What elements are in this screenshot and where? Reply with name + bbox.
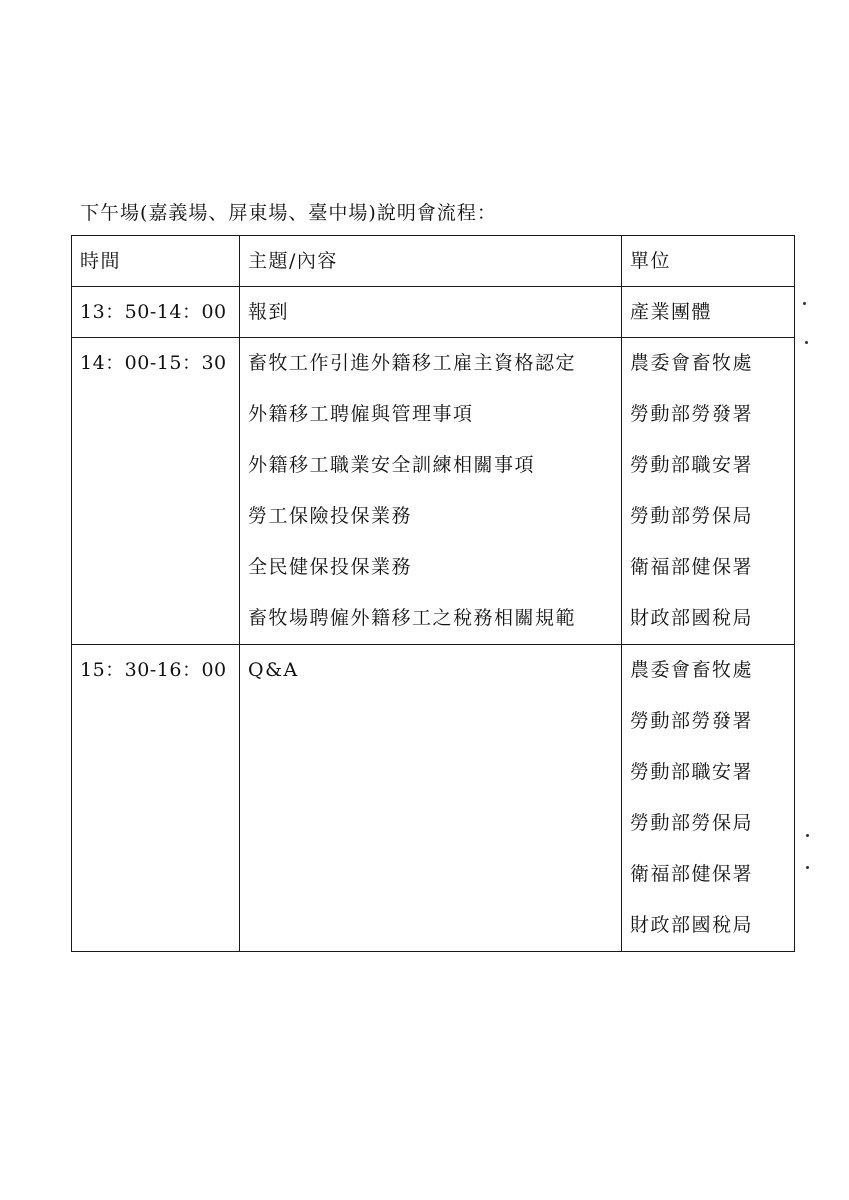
- topic-item: Q&A: [248, 659, 299, 681]
- unit-item: 勞動部勞發署: [630, 710, 754, 732]
- schedule-table: [71, 235, 795, 952]
- topic-item: 畜牧場聘僱外籍移工之稅務相關規範: [248, 607, 577, 629]
- topic-cell: [240, 338, 622, 645]
- unit-item: 農委會畜牧處: [630, 352, 754, 374]
- topic-item: 報到: [248, 301, 290, 323]
- unit-item: 勞動部勞發署: [630, 403, 754, 425]
- unit-item: 勞動部勞保局: [630, 812, 754, 834]
- header-unit: 單位: [630, 250, 672, 272]
- time-cell: [72, 338, 240, 645]
- unit-item: 勞動部職安署: [630, 454, 754, 476]
- unit-cell: [622, 338, 795, 645]
- scan-speck: [805, 341, 808, 344]
- topic-item: 勞工保險投保業務: [248, 505, 413, 527]
- unit-item: 財政部國稅局: [630, 914, 754, 936]
- topic-item: 畜牧工作引進外籍移工雇主資格認定: [248, 352, 577, 374]
- header-topic: 主題/內容: [248, 250, 338, 272]
- table-row: [72, 645, 795, 952]
- unit-item: 勞動部職安署: [630, 761, 754, 783]
- topic-item: 外籍移工聘僱與管理事項: [248, 403, 474, 425]
- topic-cell: [240, 645, 622, 952]
- unit-item: 財政部國稅局: [630, 607, 754, 629]
- time-cell: [72, 645, 240, 952]
- unit-item: 衛福部健保署: [630, 556, 754, 578]
- unit-item: 勞動部勞保局: [630, 505, 754, 527]
- document-caption: 下午場(嘉義場、屏東場、臺中場)說明會流程：: [80, 202, 497, 224]
- time-slot: 13：50-14：00: [80, 301, 227, 323]
- header-unit-cell: [622, 236, 795, 287]
- table-row: [72, 287, 795, 338]
- topic-item: 全民健保投保業務: [248, 556, 413, 578]
- unit-cell: [622, 645, 795, 952]
- header-time-cell: [72, 236, 240, 287]
- topic-cell: [240, 287, 622, 338]
- table-header-row: [72, 236, 795, 287]
- scan-speck: [806, 866, 809, 869]
- unit-item: 衛福部健保署: [630, 863, 754, 885]
- unit-item: 農委會畜牧處: [630, 659, 754, 681]
- unit-cell: [622, 287, 795, 338]
- time-slot: 14：00-15：30: [80, 352, 227, 374]
- scan-speck: [806, 834, 809, 837]
- topic-item: 外籍移工職業安全訓練相關事項: [248, 454, 536, 476]
- header-time: 時間: [80, 250, 122, 272]
- time-slot: 15：30-16：00: [80, 659, 227, 681]
- scan-speck: [803, 302, 806, 305]
- header-topic-cell: [240, 236, 622, 287]
- time-cell: [72, 287, 240, 338]
- unit-item: 產業團體: [630, 301, 713, 323]
- table-row: [72, 338, 795, 645]
